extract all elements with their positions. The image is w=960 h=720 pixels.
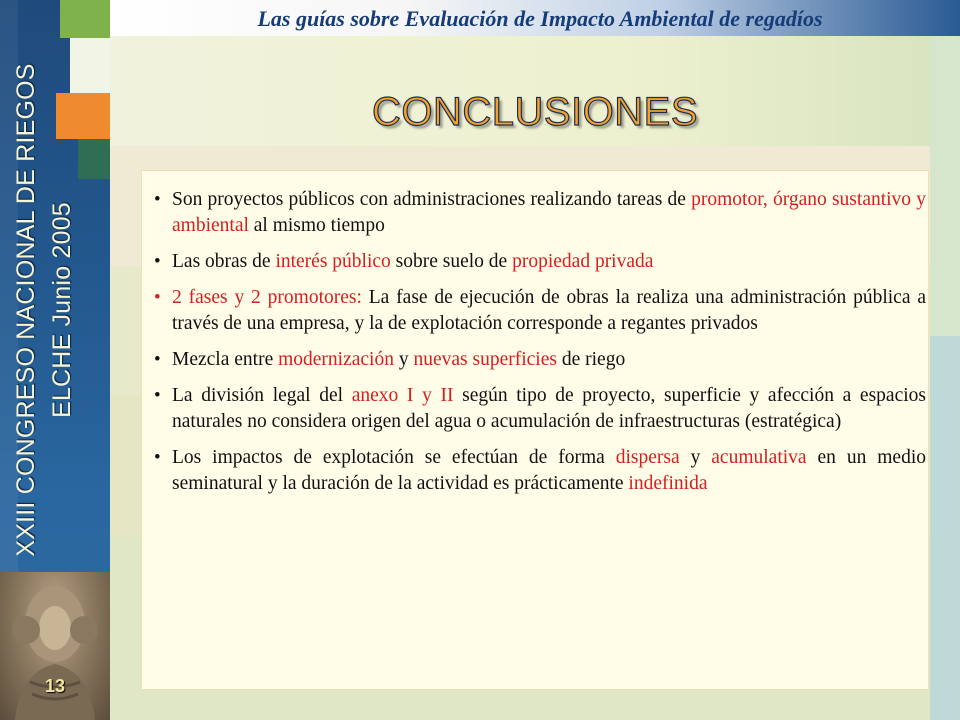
- bullet-marker: •: [154, 349, 161, 370]
- congress-place-date: ELCHE Junio 2005: [48, 202, 76, 418]
- highlighted-text: interés público: [275, 251, 391, 272]
- slide-page-number: 13: [44, 676, 66, 696]
- header-title: Las guías sobre Evaluación de Impacto Ambiental de regadíos: [257, 6, 823, 31]
- bullet-text: Mezcla entre: [172, 349, 279, 370]
- bullet-item: [154, 347, 926, 373]
- bullet-text: Son proyectos públicos con administraciones realizando tareas de: [172, 189, 692, 210]
- bullet-item: [154, 249, 926, 275]
- highlighted-text: indefinida: [628, 473, 708, 494]
- bullet-text: al mismo tiempo: [248, 215, 385, 236]
- bullet-text: La fase de ejecución de obras la realiza una administración pública a través de una empresa, y la de explotación corresponde a regantes privados: [172, 287, 927, 334]
- bullet-text: y: [393, 349, 414, 370]
- bullet-item: [154, 383, 926, 435]
- bullet-marker: •: [154, 447, 161, 468]
- sidebar-congress-label: [8, 30, 108, 590]
- highlighted-text: modernización: [278, 349, 394, 370]
- slide-title: CONCLUSIONES: [371, 90, 699, 134]
- highlighted-text: propiedad privada: [512, 251, 654, 272]
- bullet-marker: •: [154, 287, 161, 308]
- highlighted-text: 2 fases y 2 promotores:: [172, 287, 362, 308]
- bullet-item: [154, 285, 927, 337]
- bullet-text: Las obras de: [172, 251, 276, 272]
- content-box: [141, 170, 929, 690]
- bullet-text: y: [679, 447, 712, 468]
- highlighted-text: dispersa: [615, 447, 680, 468]
- bullet-text: La división legal del: [172, 385, 352, 406]
- bullet-text: en un medio seminatural y la duración de la actividad es prácticamente: [172, 447, 927, 494]
- background-band: [930, 36, 960, 336]
- highlighted-text: nuevas superficies: [413, 349, 557, 370]
- bullet-item: [154, 445, 927, 497]
- highlighted-text: anexo I y II: [351, 385, 454, 406]
- sidebar: [0, 0, 110, 720]
- bullet-text: de riego: [556, 349, 626, 370]
- statue-image: [0, 572, 110, 720]
- bullet-list: [142, 171, 928, 507]
- bullet-marker: •: [154, 251, 161, 272]
- statue-figure: [0, 572, 110, 720]
- bullet-text: Los impactos de explotación se efectúan de forma: [172, 447, 616, 468]
- highlighted-text: promotor, órgano sustantivo y ambiental: [172, 189, 926, 236]
- bullet-text: sobre suelo de: [390, 251, 513, 272]
- bullet-text: según tipo de proyecto, superficie y afección a espacios naturales no considera origen del agua o acumulación de infraestructuras (estratégica): [172, 385, 926, 432]
- bullet-marker: •: [154, 189, 161, 210]
- highlighted-text: acumulativa: [711, 447, 807, 468]
- bullet-item: [154, 187, 926, 239]
- bullet-marker: •: [154, 385, 161, 406]
- background-band: [930, 336, 960, 720]
- congress-name: XXIII CONGRESO NACIONAL DE RIEGOS: [12, 63, 40, 557]
